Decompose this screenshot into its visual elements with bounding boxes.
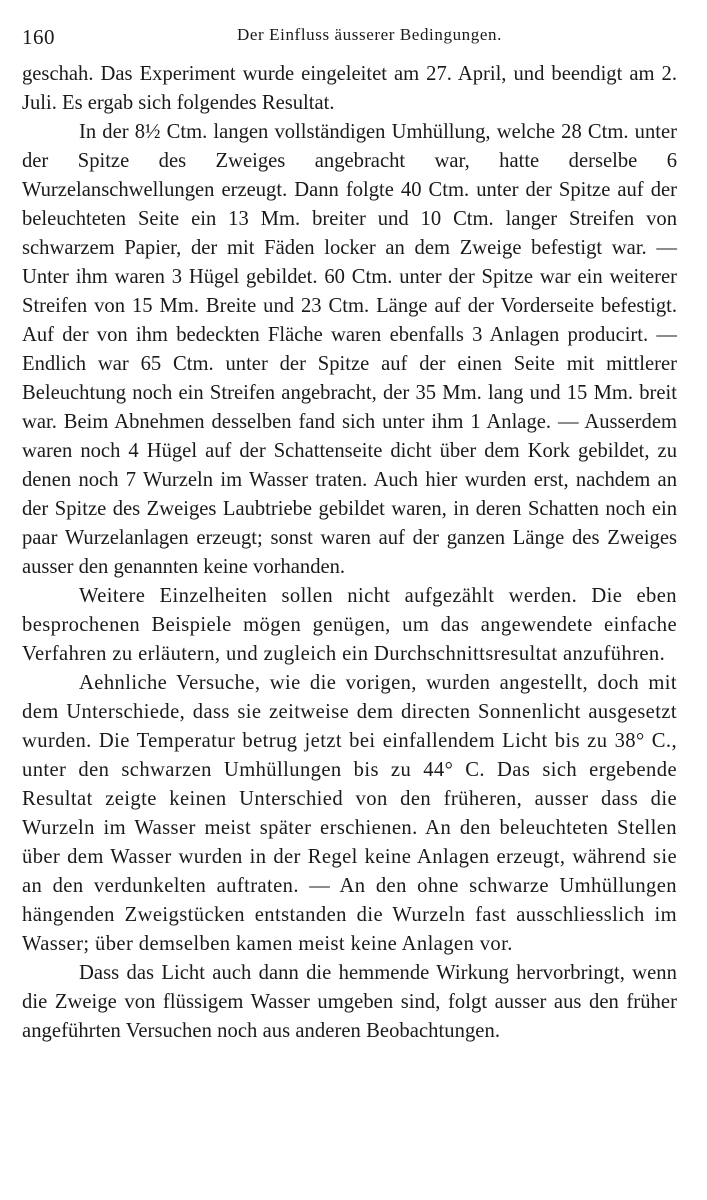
- paragraph-experiment-result: In der 8½ Ctm. langen vollständigen Umhüllung, welche 28 Ctm. unter der Spitze des Zweiges angebracht war, hatte derselbe 6 Wurzelanschwellungen erzeugt. Dann folgte 40 Ctm. unter der Spitze auf der beleuchteten Seite ein 13 Mm. breiter und 10 Ctm. langer Streifen von schwarzem Papier, der mit Fäden locker an dem Zweige befestigt war. — Unter ihm waren 3 Hügel gebildet. 60 Ctm. unter der Spitze war ein weiterer Streifen von 15 Mm. Breite und 23 Ctm. Länge auf der Vorderseite befestigt. Auf der von ihm bedeckten Fläche waren ebenfalls 3 Anlagen producirt. — Endlich war 65 Ctm. unter der Spitze auf der einen Seite mit mittlerer Beleuchtung noch ein Streifen angebracht, der 35 Mm. lang und 15 Mm. breit war. Beim Abnehmen desselben fand sich unter ihm 1 Anlage. — Ausserdem waren noch 4 Hügel auf der Schattenseite dicht über dem Kork gebildet, zu denen noch 7 Wurzeln im Wasser traten. Auch hier wurden erst, nachdem an der Spitze des Zweiges Laubtriebe gebildet waren, in deren Schatten noch ein paar Wurzelanlagen erzeugt; sonst waren auf der ganzen Länge des Zweiges ausser den genannten keine vorhanden.: [22, 121, 677, 578]
- paragraph-light-water: Dass das Licht auch dann die hemmende Wirkung hervorbringt, wenn die Zweige von flüssigem Wasser umgeben sind, folgt ausser aus den früher angeführten Versuchen noch aus anderen Beobachtungen.: [22, 962, 677, 1042]
- paragraph-sunlight-experiment: Aehnliche Versuche, wie die vorigen, wurden angestellt, doch mit dem Unterschiede, dass sie zeitweise dem directen Sonnenlicht ausgesetzt wurden. Die Temperatur betrug jetzt bei einfallendem Licht bis zu 38° C., unter den schwarzen Umhüllungen bis zu 44° C. Das sich ergebende Resultat zeigte keinen Unterschied von den früheren, ausser dass die Wurzeln im Wasser meist später erschienen. An den beleuchteten Stellen über dem Wasser wurden in der Regel keine Anlagen erzeugt, während sie an den verdunkelten auftraten. — An den ohne schwarze Umhüllungen hängenden Zweigstücken entstanden die Wurzeln fast ausschliesslich im Wasser; über demselben kamen meist keine Anlagen vor.: [22, 672, 677, 955]
- page-header: [22, 0, 677, 60]
- page-number: 160: [22, 25, 55, 49]
- running-head: Der Einfluss äusserer Bedingungen.: [237, 25, 502, 44]
- paragraph-continuation: geschah. Das Experiment wurde eingeleitet am 27. April, und beendigt am 2. Juli. Es ergab sich folgendes Resultat.: [22, 63, 677, 114]
- body-text: [22, 60, 677, 1046]
- paragraph-further-details: Weitere Einzelheiten sollen nicht aufgezählt werden. Die eben besprochenen Beispiele mögen genügen, um das angewendete einfache Verfahren zu erläutern, und zugleich ein Durchschnittsresultat anzuführen.: [22, 585, 677, 665]
